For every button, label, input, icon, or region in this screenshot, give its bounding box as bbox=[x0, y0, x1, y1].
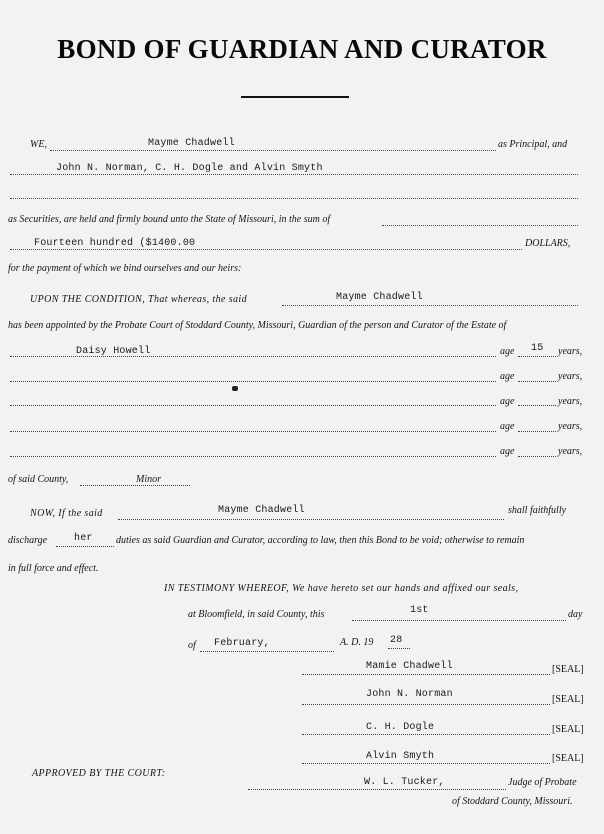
document-title: BOND OF GUARDIAN AND CURATOR bbox=[57, 34, 547, 64]
age-label: age bbox=[500, 371, 515, 382]
years-label: years, bbox=[558, 346, 583, 357]
month: February, bbox=[214, 638, 270, 649]
years-label: years, bbox=[558, 371, 583, 382]
age-label: age bbox=[500, 396, 515, 407]
pronoun-line bbox=[56, 546, 114, 547]
signature-surety: C. H. Dogle bbox=[366, 722, 435, 733]
amount-line bbox=[10, 249, 522, 250]
condition-name: Mayme Chadwell bbox=[336, 292, 423, 303]
sureties-names: John N. Norman, C. H. Dogle and Alvin Smyth bbox=[56, 163, 323, 174]
faithfully-text: shall faithfully bbox=[508, 505, 567, 516]
years-label: years, bbox=[558, 421, 583, 432]
ward-line bbox=[10, 405, 496, 406]
age-line bbox=[518, 456, 556, 457]
ward-line bbox=[10, 381, 496, 382]
as-principal-label: as Principal, and bbox=[498, 139, 568, 150]
seal-label: [SEAL] bbox=[552, 664, 584, 675]
signature-line bbox=[302, 763, 550, 764]
title-rule bbox=[241, 96, 349, 98]
day-line bbox=[352, 620, 566, 621]
sureties-line bbox=[10, 174, 578, 175]
ward-line bbox=[10, 456, 496, 457]
day-label: day bbox=[568, 609, 583, 620]
testimony-text: IN TESTIMONY WHEREOF, We have hereto set our hands and affixed our seals, bbox=[164, 583, 519, 594]
ward-line bbox=[10, 431, 496, 432]
signature-line bbox=[302, 704, 550, 705]
age-line bbox=[518, 431, 556, 432]
age-label: age bbox=[500, 446, 515, 457]
of-label: of bbox=[188, 640, 196, 651]
dollars-label: DOLLARS, bbox=[525, 238, 571, 249]
county-text: of said County, bbox=[8, 474, 69, 485]
securities-text: as Securities, are held and firmly bound unto the State of Missouri, in the sum of bbox=[8, 214, 331, 225]
condition-text: UPON THE CONDITION, That whereas, the said bbox=[30, 294, 247, 305]
now-text: NOW, If the said bbox=[30, 508, 103, 519]
signature-principal: Mamie Chadwell bbox=[366, 661, 453, 672]
now-name: Mayme Chadwell bbox=[218, 505, 305, 516]
judge-name: W. L. Tucker, bbox=[364, 777, 445, 788]
judge-title: Judge of Probate bbox=[508, 777, 577, 788]
year: 28 bbox=[390, 635, 403, 646]
age-line bbox=[518, 381, 556, 382]
bond-amount: Fourteen hundred ($1400.00 bbox=[34, 238, 196, 249]
ink-blot bbox=[232, 386, 238, 391]
ward-age: 15 bbox=[531, 343, 544, 354]
seal-label: [SEAL] bbox=[552, 724, 584, 735]
signature-line bbox=[302, 734, 550, 735]
age-label: age bbox=[500, 346, 515, 357]
age-line bbox=[518, 405, 556, 406]
age-label: age bbox=[500, 421, 515, 432]
years-label: years, bbox=[558, 396, 583, 407]
seal-label: [SEAL] bbox=[552, 753, 584, 764]
years-label: years, bbox=[558, 446, 583, 457]
ad-label: A. D. 19 bbox=[340, 637, 374, 648]
force-text: in full force and effect. bbox=[8, 563, 99, 574]
payment-text: for the payment of which we bind ourselves and our heirs: bbox=[8, 263, 242, 274]
now-line bbox=[118, 519, 504, 520]
principal-line bbox=[50, 150, 496, 151]
judge-county: of Stoddard County, Missouri. bbox=[452, 796, 573, 807]
seal-label: [SEAL] bbox=[552, 694, 584, 705]
sum-line bbox=[382, 225, 578, 226]
duties-text: duties as said Guardian and Curator, according to law, then this Bond to be void; otherwise to remain bbox=[116, 535, 525, 546]
approved-text: APPROVED BY THE COURT: bbox=[32, 768, 166, 779]
at-text: at Bloomfield, in said County, this bbox=[188, 609, 325, 620]
minor-label: Minor bbox=[136, 474, 161, 485]
signature-line bbox=[302, 674, 550, 675]
condition-line bbox=[282, 305, 578, 306]
day-value: 1st bbox=[410, 605, 429, 616]
age-line bbox=[518, 356, 556, 357]
year-line bbox=[388, 648, 410, 649]
signature-surety: Alvin Smyth bbox=[366, 751, 435, 762]
minor-line bbox=[80, 485, 190, 486]
principal-name: Mayme Chadwell bbox=[148, 138, 235, 149]
pronoun: her bbox=[74, 533, 93, 544]
appointed-text: has been appointed by the Probate Court of Stoddard County, Missouri, Guardian of the person and Curator of the Estate of bbox=[8, 320, 507, 331]
judge-line bbox=[248, 789, 506, 790]
blank-line bbox=[10, 198, 578, 199]
ward-name: Daisy Howell bbox=[76, 346, 151, 357]
discharge-label: discharge bbox=[8, 535, 48, 546]
signature-surety: John N. Norman bbox=[366, 689, 453, 700]
month-line bbox=[200, 651, 334, 652]
we-label: WE, bbox=[30, 139, 47, 150]
